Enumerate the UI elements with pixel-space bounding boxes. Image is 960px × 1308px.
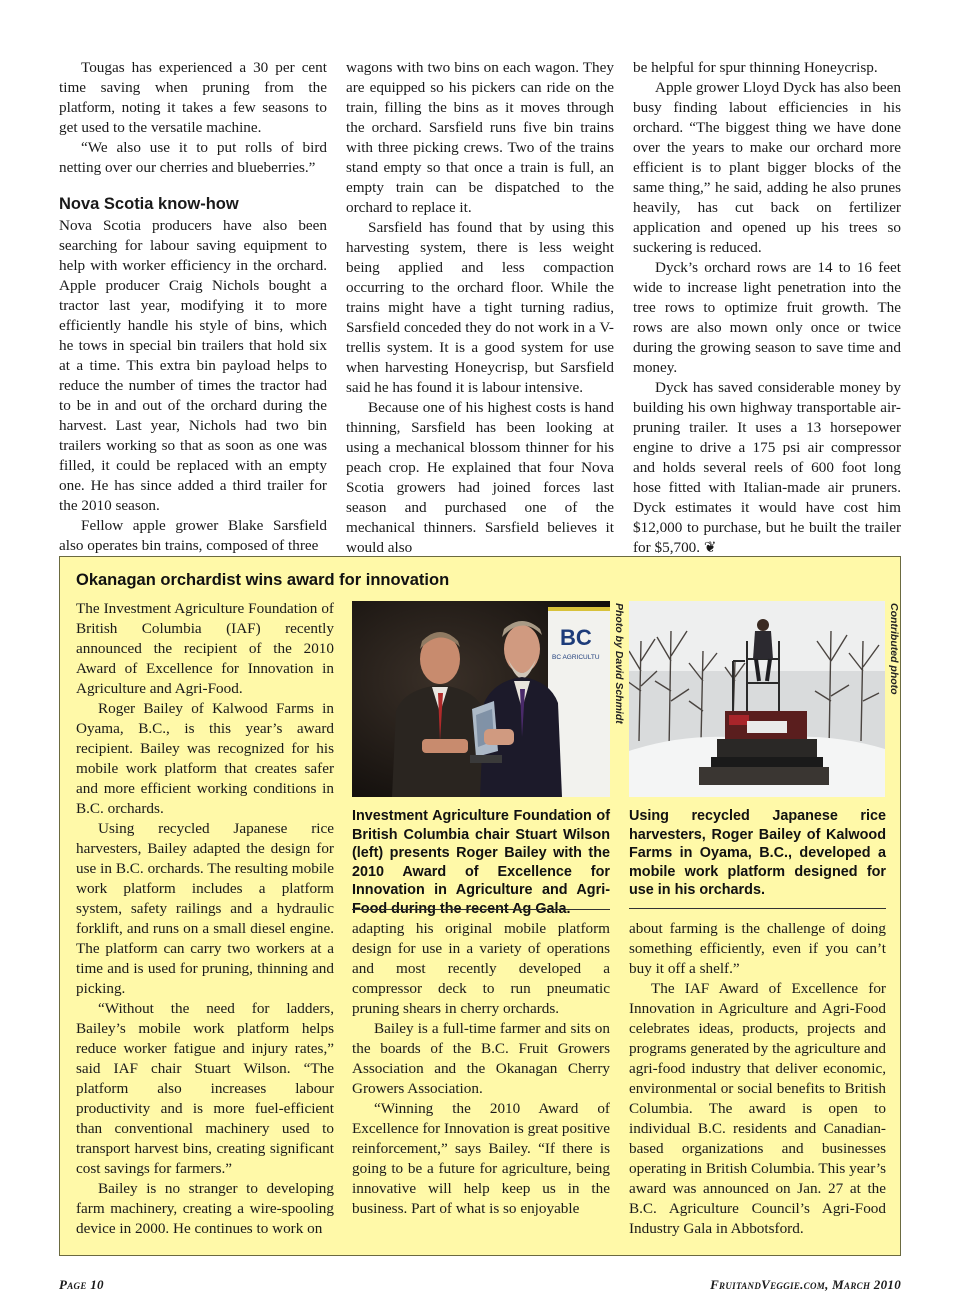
banner-subtext: BC AGRICULTU: [552, 654, 600, 661]
paragraph: Bailey is a full-time farmer and sits on the boards of the B.C. Fruit Growers Association and the Okanagan Cherry Growers Association.: [352, 1020, 610, 1097]
caption-divider: [629, 908, 886, 909]
caption-divider: [352, 909, 610, 910]
photo-caption: Using recycled Japanese rice harvesters, Roger Bailey of Kalwood Farms in Oyama, B.C., developed a mobile work platform designed for use in his orchards.: [629, 808, 886, 899]
paragraph: [633, 378, 901, 558]
paragraph: about farming is the challenge of doing something efficiently, even if you can’t buy it off a shelf.”: [629, 920, 886, 977]
sidebar-box: [59, 556, 901, 1256]
photo-credit: Contributed photo: [888, 603, 900, 695]
paragraph: Tougas has experienced a 30 per cent time saving when pruning from the platform, noting it takes a few seasons to get used to the versatile machine.: [59, 59, 327, 136]
paragraph: The IAF Award of Excellence for Innovation in Agriculture and Agri-Food celebrates ideas, products, projects and programs generated by the agriculture and agri-food industry that deliver economic, environmental or social benefits to British Columbia. The award is open to individual B.C. residents and Canadian-based organizations and businesses operating in British Columbia. This year’s award was announced on Jan. 27 at the B.C. Agriculture Council’s Agri-Food Industry Gala in Abbotsford.: [629, 980, 886, 1237]
paragraph: Nova Scotia producers have also been searching for labour saving equipment to help with worker efficiency in the orchard. Apple producer Craig Nichols bought a tractor last year, modifying it to more efficiently handle his style of bins, which he tows in special bin trailers that hold six at a time. This extra bin payload helps to reduce the number of times the tractor had to be in and out of the orchard during the harvest. Last year, Nichols had two bin trailers working so that as soon as one was filled, it could be replaced with an empty one. He has since added a third trailer for the 2010 season.: [59, 217, 327, 514]
photo-credit: Photo by David Schmidt: [613, 603, 625, 724]
paragraph: Fellow apple grower Blake Sarsfield also operates bin trains, composed of three: [59, 517, 327, 554]
mobile-platform-photo: [629, 601, 885, 797]
paragraph: “Winning the 2010 Award of Excellence for Innovation is great positive reinforcement,” says Bailey. “If there is going to be a future for agriculture, being innovative will help keep us in the business. Part of what is so enjoyable: [352, 1100, 610, 1217]
section-heading: Nova Scotia know-how: [59, 195, 239, 213]
platform-photo-image: [629, 601, 885, 797]
award-photo-image: [352, 601, 610, 797]
sidebar-column-2: [352, 919, 610, 1219]
paragraph: Roger Bailey of Kalwood Farms in Oyama, B.C., is this year’s award recipient. Bailey was recognized for his mobile work platform that creates safer and more efficient working conditions in B.C. orchards.: [76, 700, 334, 817]
page-number: Page 10: [59, 1277, 104, 1292]
sidebar-column-1: [76, 599, 334, 1239]
paragraph: Sarsfield has found that by using this harvesting system, there is less weight being applied and less compaction occurring to the orchard floor. While the trains might have a tight turning radius, Sarsfield conceded they do not work in a V-trellis system. It is a good system for use when harvesting Honeycrisp, but Sarsfield said he has found it is labour intensive.: [346, 219, 614, 396]
end-of-article-icon: ❦: [703, 539, 717, 556]
paragraph: be helpful for spur thinning Honeycrisp.: [633, 59, 878, 76]
paragraph: Using recycled Japanese rice harvesters, Bailey adapted the design for use in B.C. orchards. The resulting mobile work platform includes a platform system, safety railings and a hydraulic forklift, and runs on a small diesel engine. The platform can carry two workers at a time and is used for pruning, thinning and picking.: [76, 820, 334, 997]
paragraph: “Without the need for ladders, Bailey’s mobile work platform helps reduce worker fatigue and injury rates,” said IAF chair Stuart Wilson. “The platform also increases labour productivity and is more fuel-efficient than conventional machinery used to transport harvest bins, creating significant cost savings for farmers.”: [76, 1000, 334, 1177]
paragraph: Because one of his highest costs is hand thinning, Sarsfield has been looking at using a mechanical blossom thinner for his peach crop. He explained that four Nova Scotia growers had joined forces last season and purchased one of the mechanical thinners. Sarsfield believes it would also: [346, 399, 614, 556]
award-presentation-photo: [352, 601, 610, 797]
sidebar-column-3: [629, 919, 886, 1239]
paragraph-text: Dyck has saved considerable money by building his own highway transportable air-pruning trailer. It uses a 13 horsepower engine to drive a 175 psi air compressor and holds several reels of 600 foot long hose fitted with Italian-made air pruners. Dyck estimates it would have cost him $12,000 to purchase, but he built the trailer for $5,700.: [633, 379, 901, 556]
publication-info: FruitandVeggie.com, March 2010: [710, 1277, 901, 1292]
article-column-1: [59, 58, 327, 556]
paragraph: “We also use it to put rolls of bird netting over our cherries and blueberries.”: [59, 139, 327, 176]
photo-caption: Investment Agriculture Foundation of British Columbia chair Stuart Wilson (left) presents Roger Bailey with the 2010 Award of Excellence for Innovation in Agriculture and Agri-Food during the recent Ag Gala.: [352, 808, 610, 917]
article-column-3: [633, 58, 901, 558]
paragraph: Apple grower Lloyd Dyck has also been busy finding labout efficiencies in his orchard. “The biggest thing we have done over the years to make our orchard more efficient is to plant bigger blocks of the same thing,” he said, adding he also prunes heavily, has cut back on fertilizer application and opened up his trees so suckering is reduced.: [633, 79, 901, 256]
paragraph: wagons with two bins on each wagon. They are equipped so his pickers can ride on the train, filling the bins as it moves through the orchard. Sarsfield runs five bin trains with three picking crews. Two of the trains stand empty so that once a train is full, an empty train can be dispatched to the orchard to replace it.: [346, 59, 614, 216]
article-column-2: [346, 58, 614, 558]
paragraph: Dyck’s orchard rows are 14 to 16 feet wide to increase light penetration into the tree rows to optimize fruit growth. The rows are also mown only once or twice during the growing season to save time and money.: [633, 259, 901, 376]
banner-logo-text: BC: [560, 625, 592, 650]
sidebar-title: Okanagan orchardist wins award for innovation: [76, 571, 450, 589]
paragraph: adapting his original mobile platform design for use in a variety of operations and most recently developed a compressor deck to run pneumatic pruning shears in cherry orchards.: [352, 920, 610, 1017]
paragraph: Bailey is no stranger to developing farm machinery, creating a wire-spooling device in 2000. He continues to work on: [76, 1180, 334, 1237]
paragraph: The Investment Agriculture Foundation of British Columbia (IAF) recently announced the recipient of the 2010 Award of Excellence for Innovation in Agriculture and Agri-Food.: [76, 600, 334, 697]
